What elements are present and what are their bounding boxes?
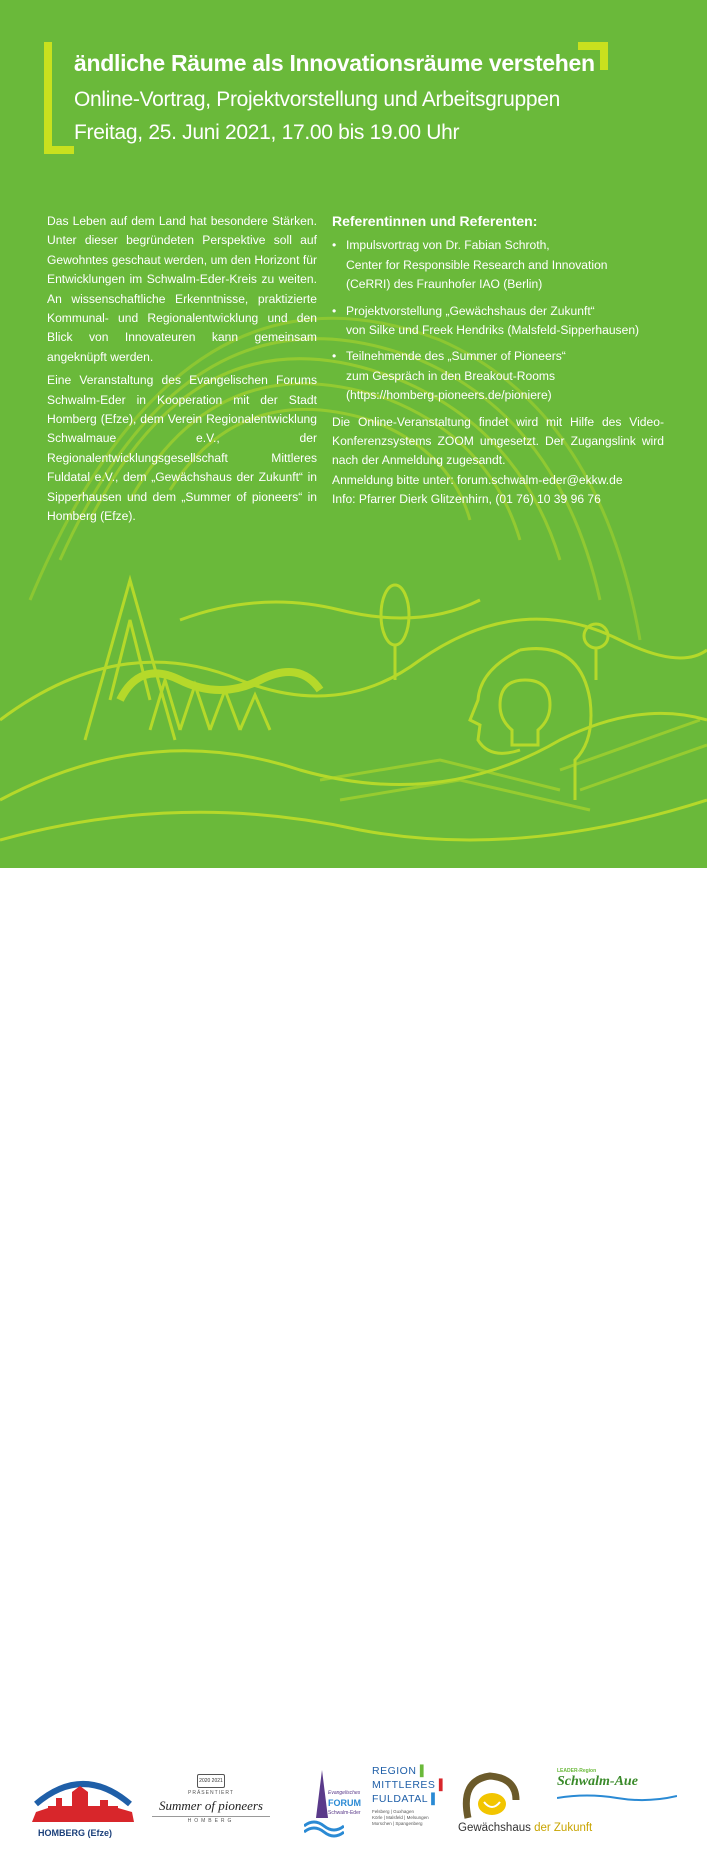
schwalm-aue-name: Schwalm-Aue [557,1774,638,1789]
contact-info: Info: Pfarrer Dierk Glitzenhirn, (01 76) 10 39 96 76 [332,492,601,507]
speaker-line: Center for Responsible Research and Innovation [346,257,608,272]
forum-logo [290,1768,362,1848]
region-name-3: FULDATAL [372,1793,428,1805]
pioneers-logo [152,1774,270,1834]
intro-paragraph-2: Eine Veranstaltung des Evangelischen Forums Schwalm-Eder in Kooperation mit der Stadt Homberg (Efze), dem Verein Regionalentwicklung Schwalmaue e.V., der Regionalentwicklungsgesellschaft Mittleres Fuldatal e.V., dem „Gewächshaus der Zukunft“ in Sipperhausen und dem „Summer of pioneers“ in Homberg (Efze). [47,373,317,524]
details-column [332,212,664,510]
forum-line-2: FORUM [328,1798,361,1808]
bracket-left [44,42,52,154]
region-line-1 [372,1764,452,1778]
speakers-list [332,236,664,405]
gewaechshaus-suffix: der Zukunft [534,1822,593,1834]
gewaechshaus-name [458,1822,592,1834]
region-towns-1: Felsberg | Guxhagen [372,1809,414,1814]
bullet-icon: • [332,349,337,364]
speaker-item [332,347,664,405]
green-bar-icon: ▌ [419,1765,428,1777]
pioneers-badge: 2020 2021 [197,1774,225,1788]
speaker-item [332,302,664,341]
homberg-label: HOMBERG (Efze) [38,1828,112,1838]
river-wave-icon [557,1793,677,1803]
speaker-item [332,236,664,294]
intro-column [47,212,317,527]
region-towns-2: Körle | Malsfeld | Melsungen [372,1815,429,1820]
schwalm-aue-logo [557,1768,687,1808]
event-date: Freitag, 25. Juni 2021, 17.00 bis 19.00 Uhr [74,121,460,144]
speaker-line: Projektvorstellung „Gewächshaus der Zukunft“ [346,303,595,318]
region-name-1: REGION [372,1765,417,1777]
greenhouse-seed-icon [460,1772,520,1820]
forum-line-1: Evangelisches [328,1790,361,1796]
event-subtitle: Online-Vortrag, Projektvorstellung und Arbeitsgruppen [74,88,561,111]
blue-bar-icon: ▌ [431,1793,440,1805]
registration-email[interactable]: Anmeldung bitte unter: forum.schwalm-eder@ekkw.de [332,472,623,487]
intro-paragraph-1: Das Leben auf dem Land hat besondere Stärken. Unter dieser begründeten Perspektive soll auf Gewohntes geschaut werden, um den Horizont für Entwicklungen im Schwalm-Eder-Kreis zu weiten. An wissenschaftliche Erkenntnisse, praktizierte Kommunal- und Regionalentwicklung und den Blick von Innovateuren kann gemeinsam angeknüpft werden. [47,214,317,364]
speaker-line: (CeRRI) des Fraunhofer IAO (Berlin) [346,277,543,292]
bullet-icon: • [332,303,337,318]
info-text: Die Online-Veranstaltung findet wird mit Hilfe des Video-Konferenzsystems ZOOM umgesetzt. Der Zugangslink wird nach der Anmeldung zugesandt. [332,414,664,468]
bracket-left-bottom [44,146,74,154]
gewaechshaus-word: Gewächshaus [458,1822,531,1834]
pioneers-presents: PRÄSENTIERT [188,1790,234,1796]
speaker-line: Teilnehmende des „Summer of Pioneers“ [346,349,566,364]
bullet-icon: • [332,238,337,253]
speaker-line: von Silke und Freek Hendriks (Malsfeld-Sipperhausen) [346,323,640,338]
speaker-line: zum Gespräch in den Breakout-Rooms [346,368,556,383]
speaker-link[interactable]: (https://homberg-pioneers.de/pioniere) [346,388,552,403]
bracket-right [600,42,608,70]
region-line-2 [372,1778,452,1792]
red-bar-icon: ▌ [438,1779,447,1791]
homberg-logo [28,1766,138,1846]
event-title: ändliche Räume als Innovationsräume verstehen [74,50,595,76]
region-towns-3: Morschen | Spangenberg [372,1821,423,1826]
region-name-2: MITTLERES [372,1779,436,1791]
homberg-emblem-icon [28,1766,138,1826]
logo-footer [0,868,707,1838]
pioneers-name: Summer of pioneers [159,1798,263,1813]
info-block [332,413,664,510]
region-logo [372,1764,452,1854]
poster [0,0,707,868]
speakers-heading: Referentinnen und Referenten: [332,213,538,229]
forum-line-3: Schwalm-Eder [328,1810,361,1816]
speaker-line: Impulsvortrag von Dr. Fabian Schroth, [346,238,550,253]
leader-label: LEADER-Region [557,1768,597,1774]
region-line-3 [372,1792,452,1806]
pioneers-city: HOMBERG [152,1816,270,1824]
